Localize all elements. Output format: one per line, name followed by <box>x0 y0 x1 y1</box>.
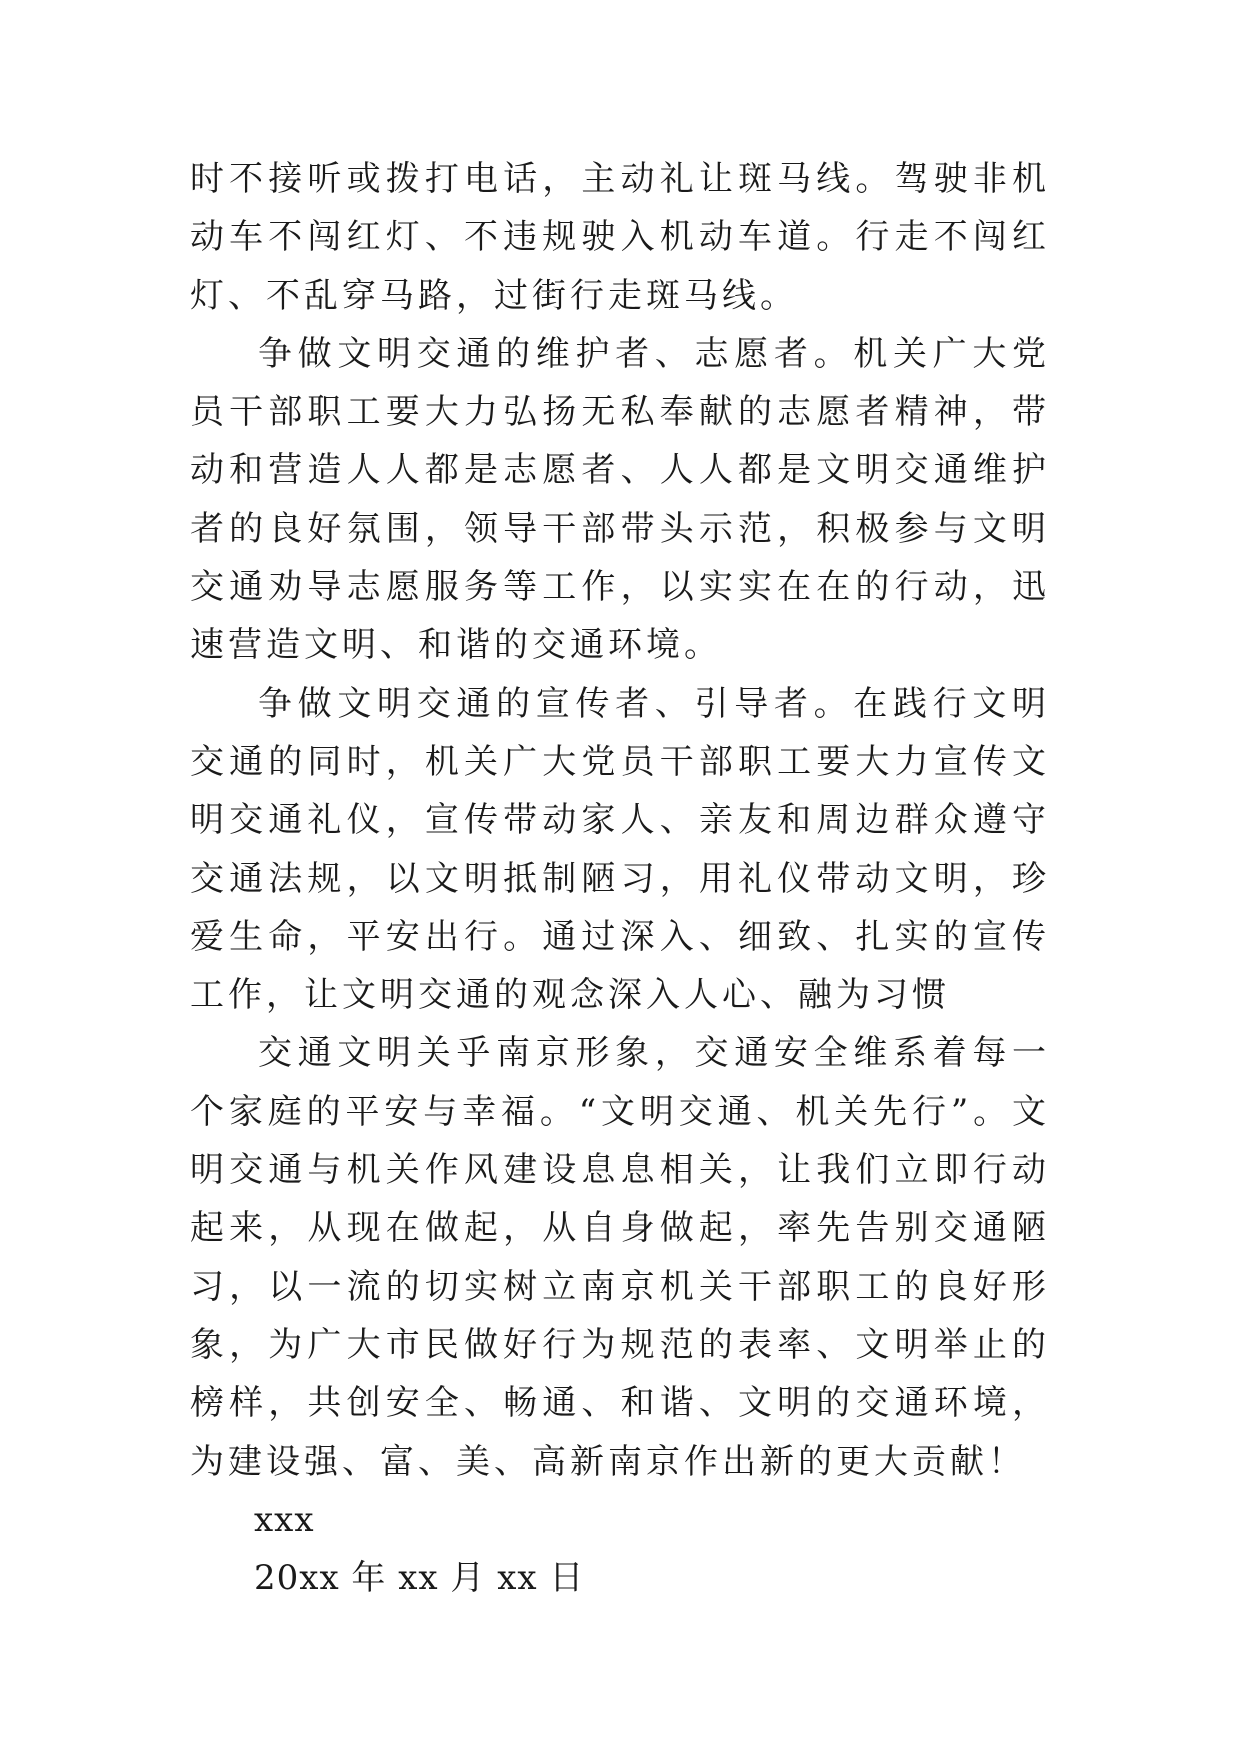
paragraph-4: 交通文明关乎南京形象，交通安全维系着每一个家庭的平安与幸福。“文明交通、机关先行”。文明交通与机关作风建设息息相关，让我们立即行动起来，从现在做起，从自身做起，率先告别交通陋习，以一流的切实树立南京机关干部职工的良好形象，为广大市民做好行为规范的表率、文明举止的榜样，共创安全、畅通、和谐、文明的交通环境，为建设强、富、美、高新南京作出新的更大贡献！ <box>190 1033 1050 1482</box>
document-body <box>190 150 1050 1607</box>
signature: xxx <box>254 1499 315 1540</box>
paragraph-1: 时不接听或拨打电话，主动礼让斑马线。驾驶非机动车不闯红灯、不违规驶入机动车道。行走不闯红灯、不乱穿马路，过街行走斑马线。 <box>190 159 1050 316</box>
paragraph-2: 争做文明交通的维护者、志愿者。机关广大党员干部职工要大力弘扬无私奉献的志愿者精神，带动和营造人人都是志愿者、人人都是文明交通维护者的良好氛围，领导干部带头示范，积极参与文明交通劝导志愿服务等工作，以实实在在的行动，迅速营造文明、和谐的交通环境。 <box>190 333 1050 666</box>
date: 20xx 年 xx 月 xx 日 <box>254 1558 585 1599</box>
paragraph-3: 争做文明交通的宣传者、引导者。在践行文明交通的同时，机关广大党员干部职工要大力宣传文明交通礼仪，宣传带动家人、亲友和周边群众遵守交通法规，以文明抵制陋习，用礼仪带动文明，珍爱生命，平安出行。通过深入、细致、扎实的宣传工作，让文明交通的观念深入人心、融为习惯 <box>190 683 1050 1016</box>
